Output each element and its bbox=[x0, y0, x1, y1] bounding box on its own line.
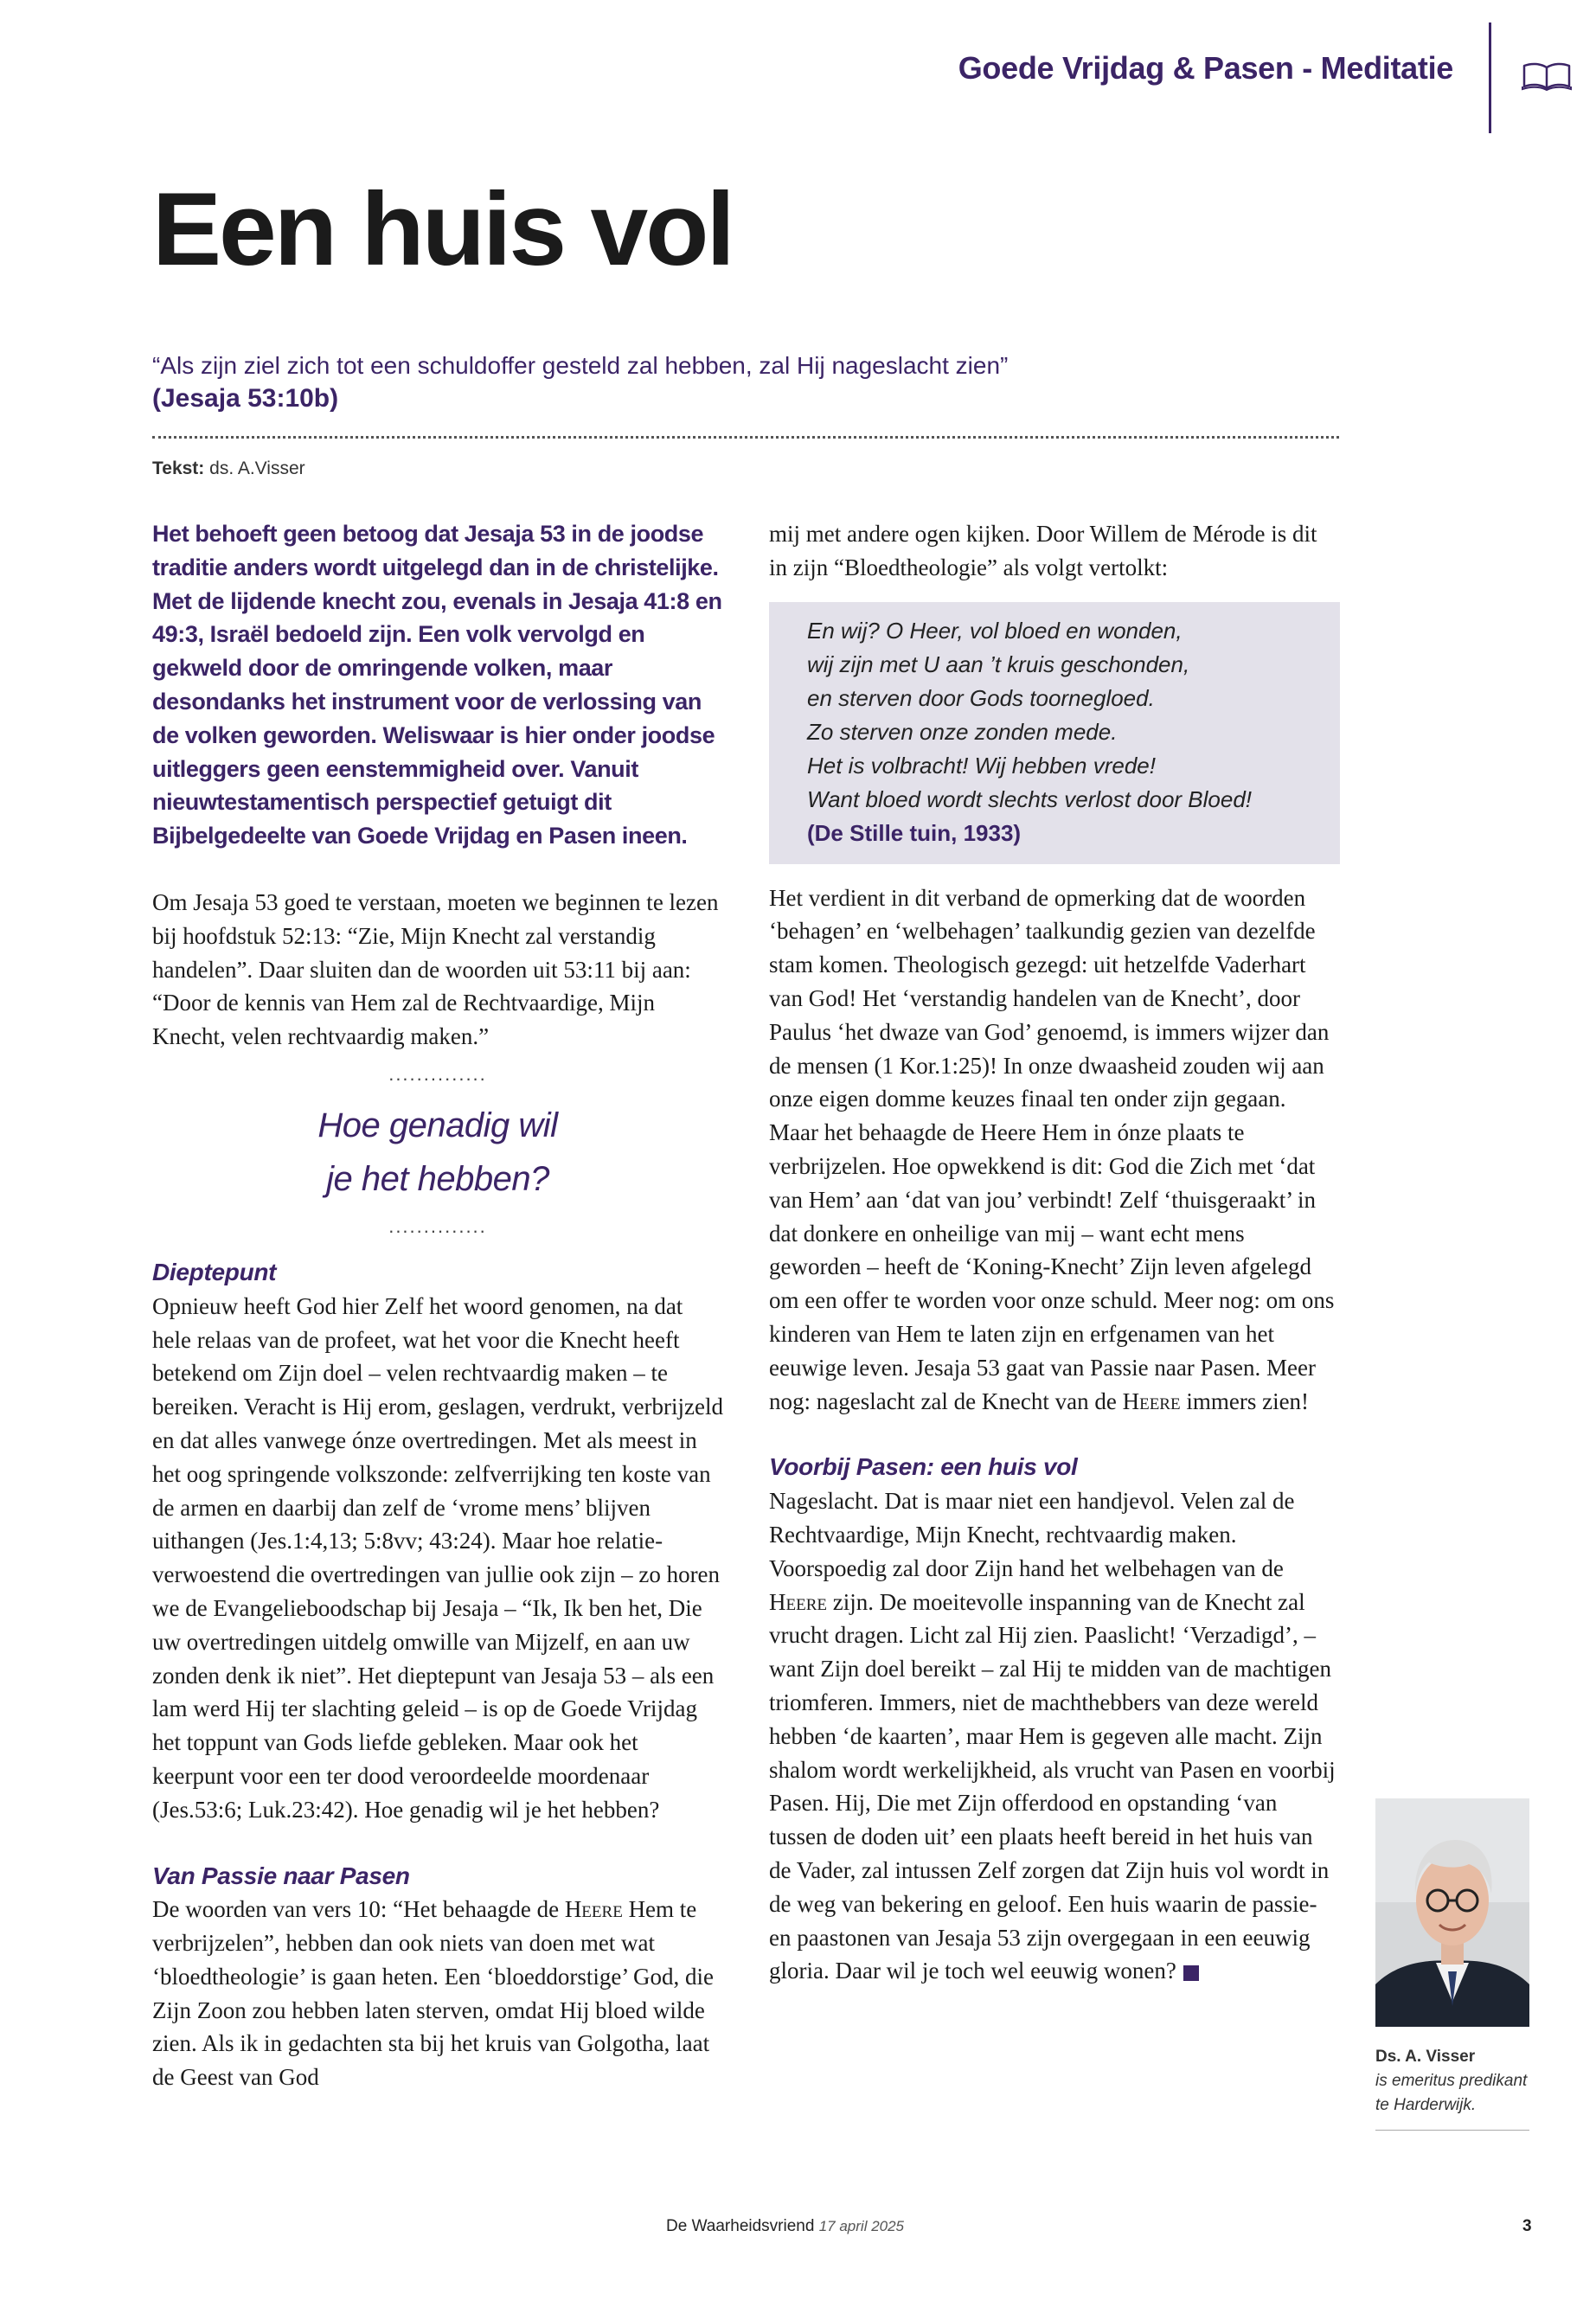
section-dieptepunt-text: Opnieuw heeft God hier Zelf het woord genomen, na dat hele relaas van de profeet, wat het voor die Knecht heeft betekend om Zijn doel – velen rechtvaardig maken – te bereiken. Veracht is Hij erom, geslagen, verdrukt, verbrijzeld en dat alles vanwege ónze overtredingen. Met als meest in het oog springende volkszonde: zelfverrijking ten koste van de armen en daarbij dan zelf de ‘vrome mens’ blijven uithangen (Jes.1:4,13; 5:8vv; 43:24). Maar hoe relatieverwoestend die overtredingen van jullie ook zijn – zo horen we de Evangelieboodschap bij Jesaja – “Ik, Ik ben het, Die uw overtredingen uitdelg omwille van Mijzelf, en aan uw zonden denk ik niet”. Het dieptepunt van Jesaja 53 – als een lam werd Hij ter slachting geleid – is op de Goede Vrijdag het toppunt van Gods liefde gebleken. Maar ook het keerpunt voor een ter dood veroordeelde moordenaar (Jes.53:6; Luk.23:42). Hoe genadig wil je het hebben? bbox=[152, 1292, 724, 1823]
right-column bbox=[769, 517, 1340, 1988]
continued-paragraph: mij met andere ogen kijken. Door Willem de Mérode is dit in zijn “Bloedtheologie” als volgt vertolkt: bbox=[769, 521, 1317, 580]
text-span: zijn. De moeitevolle inspanning van de Knecht zal vrucht dragen. Licht zal Hij zien. Paaslicht! ‘Verzadigd’, – want Zijn doel bereikt – zal Hij te midden van de machtigen triomferen. Immers, niet de machthebbers van deze wereld hebben ‘de kaarten’, maar Hem is gegeven alle macht. Zijn shalom wordt werkelijkheid, als vrucht van Pasen en voorbij Pasen. Hij, Die met Zijn offerdood en opstanding ‘van tussen de doden uit’ een plaats heeft bereid in het huis van de Vader, zal intussen Zelf zorgen dat Zijn huis vol wordt in de weg van bekering en geloof. Een huis waarin de passie- en paastonen van Jesaja 53 zijn overgegaan in een eeuwig gloria. Daar wil je toch wel eeuwig wonen? bbox=[769, 1588, 1336, 1984]
epigraph bbox=[152, 349, 1346, 415]
left-column bbox=[152, 517, 723, 2094]
byline-author: ds. A.Visser bbox=[209, 458, 305, 478]
text-span: Hem te verbrijzelen”, hebben dan ook niets van doen met wat ‘bloedtheologie’ is gaan heten. Een ‘bloeddorstige’ God, die Zijn Zoon zou hebben laten sterven, omdat Hij bloed wilde zien. Als ik in gedachten sta bij het kruis van Golgotha, laat de Geest van God bbox=[152, 1896, 715, 2091]
publication-date: 17 april 2025 bbox=[818, 2218, 905, 2234]
open-book-icon bbox=[1521, 61, 1573, 92]
poem-line: Want bloed wordt slechts verlost door Bloed! bbox=[807, 785, 1253, 812]
subheading-passie-pasen: Van Passie naar Pasen bbox=[152, 1862, 410, 1889]
page-number: 3 bbox=[1522, 2217, 1532, 2235]
text-span: De woorden van vers 10: “Het behaagde de bbox=[152, 1896, 565, 1923]
poem-line: Het is volbracht! Wij hebben vrede! bbox=[807, 752, 1156, 779]
header-divider bbox=[1489, 22, 1491, 133]
author-caption bbox=[1375, 2045, 1529, 2118]
section-header: Goede Vrijdag & Pasen - Meditatie bbox=[958, 50, 1453, 86]
section-huis-vol-text bbox=[769, 1484, 1340, 1988]
lord-smallcaps: Heere bbox=[769, 1588, 827, 1615]
byline-label: Tekst: bbox=[152, 458, 205, 478]
poem-source: (De Stille tuin, 1933) bbox=[807, 819, 1022, 846]
subheading-huis-vol: Voorbij Pasen: een huis vol bbox=[769, 1453, 1078, 1481]
section-welbehagen-text bbox=[769, 881, 1340, 1419]
text-span: immers zien! bbox=[1180, 1388, 1310, 1414]
footer bbox=[666, 2217, 904, 2236]
intro-paragraph: Om Jesaja 53 goed te verstaan, moeten we beginnen te lezen bij hoofdstuk 52:13: “Zie, Mijn Knecht zal verstandig handelen”. Daar sluiten dan de woorden uit 53:11 bij aan: “Door de kennis van Hem zal de Rechtvaardige, Mijn Knecht, velen rechtvaardig maken.” bbox=[152, 888, 719, 1050]
subheading-dieptepunt: Dieptepunt bbox=[152, 1258, 277, 1285]
epigraph-quote: “Als zijn ziel zich tot een schuldoffer gesteld zal hebben, zal Hij nageslacht zien” bbox=[152, 352, 1009, 379]
text-span: Het verdient in dit verband de opmerking dat de woorden ‘behagen’ en ‘welbehagen’ taalkundig gezien van dezelfde stam komen. Theologisch gezegd: uit hetzelfde Vaderhart van God! Het ‘verstandig handelen van de Knecht’, door Paulus ‘het dwaze van God’ genoemd, is immers wijzer dan de mensen (1 Kor.1:25)! In onze dwaasheid zouden wij aan onze eigen domme keuzes finaal ten onder zijn gegaan. Maar het behaagde de Heere Hem in ónze plaats te verbrijzelen. Hoe opwekkend is dit: God die Zich met ‘dat van Hem’ aan ‘dat van jou’ verbindt! Zelf ‘thuisgeraakt’ in dat donkere en onheilige van mij – want echt mens geworden – heeft de ‘Koning-Knecht’ Zijn leven afgelegd om een offer te worden voor onze schuld. Meer nog: om ons kinderen van Hem te laten zijn en erfgenamen van het eeuwige leven. Jesaja 53 gaat van Passie naar Pasen. Meer nog: nageslacht zal de Knecht van de bbox=[769, 884, 1335, 1414]
poem-line: Zo sterven onze zonden mede. bbox=[807, 718, 1118, 745]
pull-quote-text bbox=[152, 1083, 723, 1218]
poem-box bbox=[769, 602, 1340, 864]
section-passie-pasen-text bbox=[152, 1893, 723, 2094]
lord-smallcaps: Heere bbox=[1122, 1388, 1181, 1414]
author-photo bbox=[1375, 1798, 1529, 2027]
pull-quote bbox=[152, 1054, 723, 1256]
poem-line: wij zijn met U aan ’t kruis geschonden, bbox=[807, 651, 1190, 677]
pull-quote-line-2: je het hebben? bbox=[326, 1159, 549, 1198]
article-title: Een huis vol bbox=[152, 171, 733, 287]
pull-quote-dots-bottom: .............. bbox=[388, 1215, 487, 1237]
title-divider bbox=[152, 436, 1339, 439]
pull-quote-line-1: Hoe genadig wil bbox=[317, 1106, 558, 1144]
caption-divider bbox=[1375, 2130, 1529, 2131]
author-name: Ds. A. Visser bbox=[1375, 2048, 1476, 2066]
poem-line: En wij? O Heer, vol bloed en wonden, bbox=[807, 617, 1183, 644]
epigraph-reference: (Jesaja 53:10b) bbox=[152, 384, 339, 413]
lead-paragraph: Het behoeft geen betoog dat Jesaja 53 in de joodse traditie anders wordt uitgelegd dan in de christelijke. Met de lijdende knecht zou, evenals in Jesaja 41:8 en 49:3, Israël bedoeld zijn. Een volk vervolgd en gekweld door de omringende volken, maar desondanks het instrument voor de verlossing van de volken geworden. Weliswaar is hier onder joodse uitleggers geen eenstemmigheid over. Vanuit nieuwtestamentisch perspectief getuigt dit Bijbelgedeelte van Goede Vrijdag en Pasen ineen. bbox=[152, 521, 722, 849]
poem-line: en sterven door Gods toornegloed. bbox=[807, 684, 1155, 711]
lord-smallcaps: Heere bbox=[564, 1896, 623, 1923]
publication-name: De Waarheidsvriend bbox=[666, 2217, 815, 2235]
author-role: is emeritus predikant bbox=[1375, 2072, 1528, 2090]
pull-quote-dots-top: .............. bbox=[388, 1062, 487, 1085]
author-location: te Harderwijk. bbox=[1375, 2096, 1477, 2114]
end-mark bbox=[1183, 1965, 1199, 1981]
text-span: Nageslacht. Dat is maar niet een handjevol. Velen zal de Rechtvaardige, Mijn Knecht, rechtvaardig maken. Voorspoedig zal door Zijn hand het welbehagen van de bbox=[769, 1488, 1295, 1581]
byline bbox=[152, 458, 305, 479]
